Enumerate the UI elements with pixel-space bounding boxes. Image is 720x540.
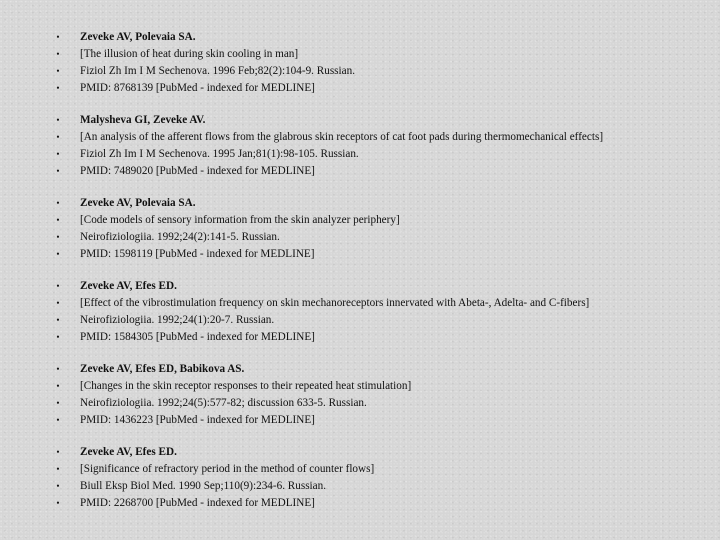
citation-authors: Zeveke AV, Efes ED. [80,446,177,458]
citation-title: [Significance of refractory period in the method of counter flows] [80,463,375,475]
bullet-icon: • [56,447,60,457]
citation-authors: Zeveke AV, Polevaia SA. [80,31,196,43]
bullet-icon: • [56,332,60,342]
citation-line-source [0,146,720,163]
bullet-icon: • [56,498,60,508]
bullet-icon: • [56,249,60,259]
citation-line-authors [0,278,720,295]
bullet-icon: • [56,398,60,408]
citation-line-pmid [0,329,720,346]
citation-source: Neirofiziologiia. 1992;24(2):141-5. Russian. [80,231,280,243]
citation-line-pmid [0,163,720,180]
bullet-icon: • [56,232,60,242]
citation-entry [0,444,720,512]
citation-authors: Zeveke AV, Efes ED, Babikova AS. [80,363,245,375]
bullet-icon: • [56,315,60,325]
citation-line-source [0,229,720,246]
citation-authors: Malysheva GI, Zeveke AV. [80,114,206,126]
citation-entry [0,112,720,180]
citation-source: Neirofiziologiia. 1992;24(1):20-7. Russian. [80,314,275,326]
citation-source: Biull Eksp Biol Med. 1990 Sep;110(9):234-6. Russian. [80,480,327,492]
bullet-icon: • [56,464,60,474]
bullet-icon: • [56,481,60,491]
citation-pmid: PMID: 1436223 [PubMed - indexed for MEDLINE] [80,414,315,426]
bullet-icon: • [56,281,60,291]
citation-line-authors [0,195,720,212]
citation-entry [0,195,720,263]
citation-pmid: PMID: 8768139 [PubMed - indexed for MEDLINE] [80,82,315,94]
citation-entry [0,278,720,346]
citation-title: [The illusion of heat during skin cooling in man] [80,48,299,60]
bullet-icon: • [56,49,60,59]
citation-line-authors [0,112,720,129]
citation-list [0,29,720,527]
citation-line-title [0,46,720,63]
bullet-icon: • [56,364,60,374]
citation-pmid: PMID: 2268700 [PubMed - indexed for MEDLINE] [80,497,315,509]
bullet-icon: • [56,415,60,425]
citation-authors: Zeveke AV, Efes ED. [80,280,177,292]
citation-line-authors [0,29,720,46]
bullet-icon: • [56,66,60,76]
bullet-icon: • [56,149,60,159]
bullet-icon: • [56,381,60,391]
citation-entry [0,29,720,97]
citation-line-title [0,129,720,146]
citation-title: [Changes in the skin receptor responses to their repeated heat stimulation] [80,380,412,392]
citation-line-pmid [0,80,720,97]
citation-authors: Zeveke AV, Polevaia SA. [80,197,196,209]
citation-entry [0,361,720,429]
bullet-icon: • [56,83,60,93]
citation-title: [Code models of sensory information from the skin analyzer periphery] [80,214,400,226]
citation-line-authors [0,361,720,378]
citation-source: Fiziol Zh Im I M Sechenova. 1995 Jan;81(1):98-105. Russian. [80,148,359,160]
bullet-icon: • [56,32,60,42]
citation-line-pmid [0,412,720,429]
citation-pmid: PMID: 1598119 [PubMed - indexed for MEDLINE] [80,248,315,260]
citation-source: Neirofiziologiia. 1992;24(5):577-82; discussion 633-5. Russian. [80,397,367,409]
bullet-icon: • [56,298,60,308]
bullet-icon: • [56,198,60,208]
citation-line-authors [0,444,720,461]
citation-title: [An analysis of the afferent flows from the glabrous skin receptors of cat foot pads during thermomechanical effects] [80,131,604,143]
citation-line-title [0,295,720,312]
citation-line-title [0,378,720,395]
bullet-icon: • [56,215,60,225]
citation-title: [Effect of the vibrostimulation frequency on skin mechanoreceptors innervated with Abeta-, Adelta- and C-fibers] [80,297,590,309]
bullet-icon: • [56,115,60,125]
citation-line-source [0,478,720,495]
citation-line-title [0,212,720,229]
bullet-icon: • [56,132,60,142]
citation-line-source [0,395,720,412]
citation-line-source [0,63,720,80]
citation-line-pmid [0,495,720,512]
bullet-icon: • [56,166,60,176]
citation-source: Fiziol Zh Im I M Sechenova. 1996 Feb;82(2):104-9. Russian. [80,65,355,77]
citation-line-title [0,461,720,478]
citation-pmid: PMID: 7489020 [PubMed - indexed for MEDLINE] [80,165,315,177]
citation-line-pmid [0,246,720,263]
citation-line-source [0,312,720,329]
citation-pmid: PMID: 1584305 [PubMed - indexed for MEDLINE] [80,331,315,343]
